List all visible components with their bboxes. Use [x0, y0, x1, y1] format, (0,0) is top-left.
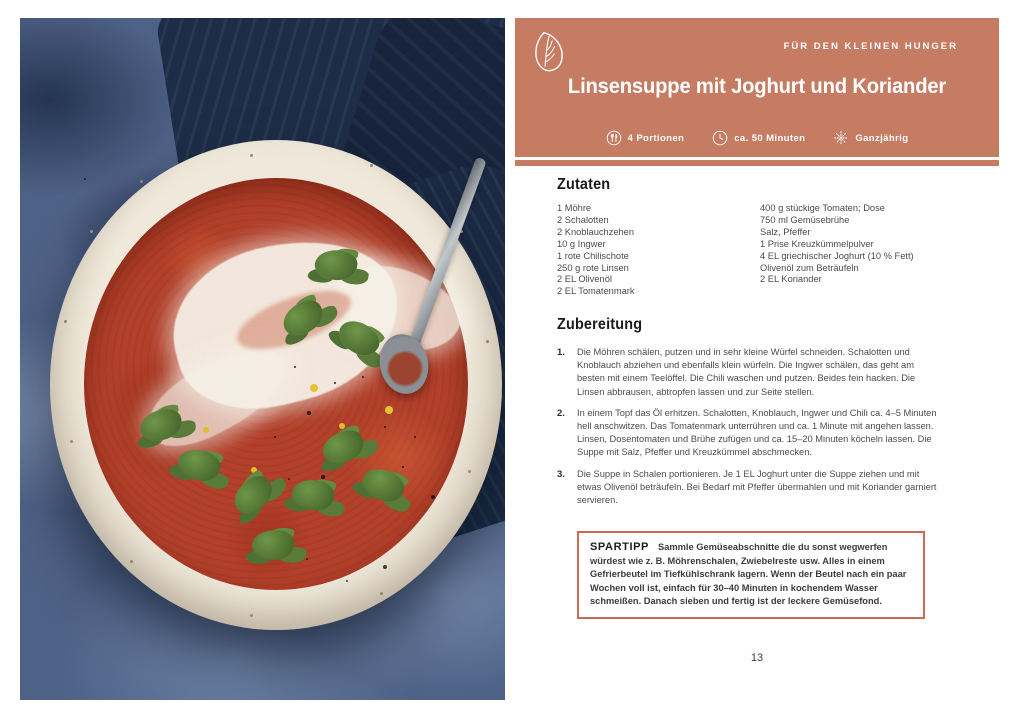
meta-portions-label: 4 Portionen	[627, 132, 685, 144]
ingredient-item: 1 rote Chilischote	[557, 250, 629, 261]
ingredient-item: 2 EL Tomatenmark	[557, 286, 635, 297]
recipe-header-band	[515, 18, 999, 157]
step-number: 1.	[557, 347, 565, 358]
preparation-step	[557, 346, 937, 399]
meta-time	[712, 130, 805, 146]
meta-season	[833, 130, 908, 146]
spartipp-text	[590, 541, 912, 609]
step-number: 3.	[557, 468, 565, 480]
portions-icon	[606, 130, 622, 146]
soup-photo	[20, 18, 505, 700]
preparation-heading: Zubereitung	[557, 316, 643, 333]
ingredient-item: 1 Prise Kreuzkümmelpulver	[760, 238, 874, 249]
ingredient-item: 4 EL griechischer Joghurt (10 % Fett)	[760, 250, 914, 261]
ingredient-item: 750 ml Gemüsebrühe	[760, 214, 850, 225]
season-icon	[833, 130, 849, 146]
category-kicker: FÜR DEN KLEINEN HUNGER	[783, 41, 958, 52]
recipe-title: Linsensuppe mit Joghurt und Koriander	[567, 74, 947, 98]
preparation-steps	[557, 346, 937, 515]
ingredient-item: 250 g rote Linsen	[557, 262, 629, 273]
meta-portions	[606, 130, 685, 146]
page-number: 13	[750, 652, 764, 664]
spartipp-label: SPARTIPP	[590, 541, 649, 553]
bowl-speckles	[50, 140, 53, 143]
preparation-step	[557, 407, 937, 460]
step-text: Die Möhren schälen, putzen und in sehr kleine Würfel schneiden. Schalotten und Knoblauch abziehen und ebenfalls klein würfeln. Die Ingwer schälen, das geht am besten mit einem Teelöffel. Die Chili waschen und putzen. Beides fein hacken. Die Linsen abbrausen, abtropfen lassen und zur Seite stellen.	[577, 347, 916, 397]
meta-season-label: Ganzjährig	[855, 132, 909, 144]
spartipp-body: Sammle Gemüseabschnitte die du sonst wegwerfen würdest wie z. B. Möhrenschalen, Zwiebelreste usw. Alles in einem Gefrierbeutel im Tiefkühlschrank lagern. Wenn der Beutel nach ein paar Wochen voll ist, einfach für 30–40 Minuten in kochendem Wasser schmeißen. Danach sieben und fertig ist der leckere Gemüsefond.	[590, 542, 907, 607]
ingredients-column-1	[557, 203, 752, 298]
step-text: In einem Topf das Öl erhitzen. Schalotten, Knoblauch, Ingwer und Chili ca. 4–5 Minuten hell anschwitzen. Das Tomatenmark unterrühren und ca. 1 Minute mit angehen lassen. Linsen, Dosentomaten und Brühe zufügen und ca. 15–20 Minuten köcheln lassen. Die Suppe mit Salz, Pfeffer und Kreuzkümmel abschmecken.	[577, 407, 937, 458]
clock-icon	[712, 130, 728, 146]
ingredients-column-2	[760, 203, 990, 286]
step-number: 2.	[557, 407, 565, 419]
meta-time-label: ca. 50 Minuten	[734, 132, 806, 144]
recipe-meta-row	[515, 130, 999, 146]
ingredients-heading: Zutaten	[557, 176, 611, 193]
ingredient-item: 10 g Ingwer	[557, 238, 606, 249]
spartipp-box	[577, 531, 925, 619]
ingredient-item: 2 EL Olivenöl	[557, 274, 612, 285]
ingredient-item: 2 Knoblauchzehen	[557, 226, 635, 237]
pepper-specks	[84, 178, 86, 180]
leaf-icon	[528, 28, 570, 78]
ingredient-item: Olivenöl zum Beträufeln	[760, 262, 859, 273]
ingredient-item: 1 Möhre	[557, 203, 592, 213]
ingredient-item: 2 EL Koriander	[760, 274, 822, 285]
ingredient-item: Salz, Pfeffer	[760, 226, 811, 237]
ingredient-item: 400 g stückige Tomaten; Dose	[760, 203, 885, 213]
ingredient-item: 2 Schalotten	[557, 214, 609, 225]
accent-strip	[515, 160, 999, 166]
step-text: Die Suppe in Schalen portionieren. Je 1 EL Joghurt unter die Suppe ziehen und mit etwas Olivenöl beträufeln. Bei Bedarf mit Pfeffer übermahlen und mit Koriander garniert servieren.	[577, 468, 937, 506]
preparation-step	[557, 468, 937, 508]
